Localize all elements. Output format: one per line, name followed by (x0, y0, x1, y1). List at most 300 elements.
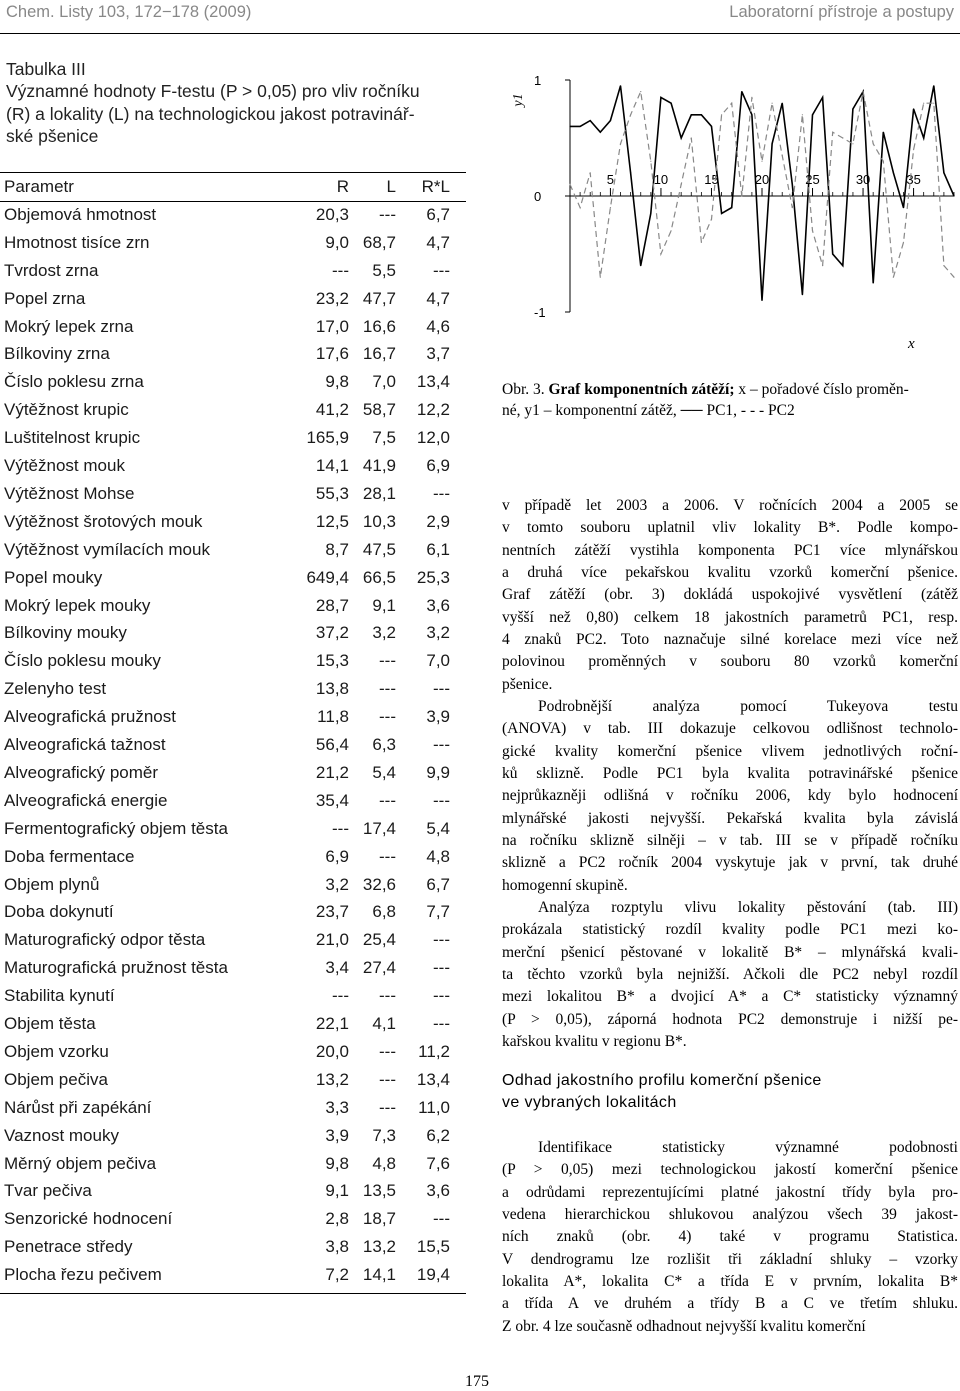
loading-chart-svg (498, 62, 960, 382)
table-cell: 9,8 (325, 372, 349, 392)
table-cell: 17,0 (315, 316, 349, 336)
table-cell: 7,3 (372, 1125, 396, 1145)
table-row (0, 898, 466, 926)
table-row (0, 592, 466, 620)
table-cell: Maturografický odpor těsta (4, 930, 206, 950)
table-cell: 3,2 (372, 623, 396, 643)
table-cell: 11,2 (418, 1041, 450, 1061)
data-point-pc1 (812, 114, 813, 115)
table-cell: 9,0 (325, 232, 349, 252)
text-line: Z obr. 4 lze současně odhadnout nejvyšší kvalitu komerční (502, 1317, 866, 1335)
table-cell: Nárůst při zapékání (4, 1097, 152, 1117)
table-row (0, 954, 466, 982)
text-line: (P > 0,05), záporná hodnota PC2 demonstruje i nižší pe- (502, 1010, 958, 1028)
table-row (0, 1010, 466, 1038)
data-point-pc2 (640, 91, 641, 92)
table-cell: 3,6 (426, 595, 450, 615)
table-cell: Číslo poklesu mouky (4, 651, 161, 671)
table-cell: 3,7 (426, 344, 450, 364)
table-row (0, 564, 466, 592)
section-heading (502, 1070, 958, 1114)
table-row (0, 368, 466, 396)
figure-caption (502, 379, 954, 421)
data-point-pc1 (822, 97, 823, 98)
data-point-pc2 (610, 207, 611, 208)
table-cell: Fermentografický objem těsta (4, 818, 228, 838)
table-cell: 13,5 (362, 1181, 396, 1201)
table-cell: 20,3 (315, 204, 349, 224)
table-cell: --- (332, 986, 349, 1006)
table-header (0, 173, 466, 201)
table-cell: 23,2 (315, 288, 349, 308)
section-name: Laboratorní přístroje a postupy (729, 3, 954, 21)
table-cell: 56,4 (315, 735, 349, 754)
data-point-pc2 (721, 114, 722, 115)
x-tick-label: 10 (653, 172, 669, 187)
table-cell: --- (379, 846, 396, 866)
table-cell: 41,9 (362, 456, 396, 475)
table-cell: 3,3 (325, 1097, 349, 1117)
text-line: 4 znaků PC2. Toto naznačuje silné korelace mezi více než (502, 631, 958, 649)
figure-caption-line2: né, y1 – komponentní zátěž, ── PC1, - - - PC2 (502, 402, 795, 419)
table-cell: 41,2 (315, 400, 349, 420)
data-point-pc2 (701, 242, 702, 243)
table-row (0, 1205, 466, 1233)
table-cell: 4,8 (426, 846, 450, 866)
table-row (0, 201, 466, 229)
column-header: R (336, 177, 349, 196)
text-line: Identifikace statisticky významné podobnosti (538, 1139, 958, 1156)
data-point-pc1 (893, 172, 894, 173)
table-cell: 4,7 (426, 288, 450, 308)
table-cell: 4,7 (426, 232, 450, 252)
text-line: nejprůkazněji odlišná v ročníku 2006, kdy bylo hodnocení (502, 787, 958, 805)
figure-caption-lead: Obr. 3. (502, 381, 545, 398)
data-point-pc2 (782, 155, 783, 156)
figure-caption-bold: Graf komponentních zátěží; (548, 381, 735, 398)
table-row (0, 843, 466, 871)
table-cell: 12,2 (416, 400, 450, 420)
table-cell: 5,4 (426, 818, 450, 838)
data-point-pc1 (711, 126, 712, 127)
table-cell: --- (433, 679, 450, 699)
table-cell: Popel zrna (4, 288, 86, 308)
table-cell: 5,4 (372, 762, 396, 782)
data-point-pc2 (731, 103, 732, 104)
table-cell: 37,2 (315, 623, 349, 643)
data-point-pc2 (842, 137, 843, 138)
data-point-pc2 (943, 265, 944, 266)
text-line: lokalita A*, lokalita C* a třída E v prvním, lokalita B* (502, 1273, 958, 1291)
y-tick-label: -1 (534, 305, 546, 320)
y-tick-label: 1 (534, 73, 542, 88)
data-point-pc2 (893, 277, 894, 278)
table-cell: 6,2 (426, 1125, 450, 1145)
data-point-pc1 (681, 137, 682, 138)
x-tick-label: 20 (754, 172, 770, 187)
data-point-pc1 (580, 126, 581, 127)
table-cell: Mokrý lepek zrna (4, 316, 134, 336)
data-point-pc2 (580, 207, 581, 208)
table-cell: 7,0 (426, 651, 450, 671)
table-cell: 14,1 (362, 1265, 396, 1285)
table-cell: 16,6 (362, 316, 396, 336)
data-point-pc2 (711, 219, 712, 220)
table-cell: 3,2 (426, 623, 450, 643)
table-cell: --- (379, 679, 396, 699)
table-row (0, 229, 466, 257)
text-line: a odrůdami reprezentujícími platné jakostní třídy byla pro- (502, 1183, 958, 1201)
table-cell: Tvar pečiva (4, 1181, 92, 1201)
table-row (0, 787, 466, 815)
table-cell: 47,5 (362, 539, 396, 559)
table-row (0, 619, 466, 647)
data-point-pc1 (751, 114, 752, 115)
page-number: 175 (465, 1373, 489, 1390)
data-point-pc2 (852, 143, 853, 144)
table-cell: Mokrý lepek mouky (4, 595, 151, 615)
table-cell: Objem plynů (4, 874, 100, 894)
table-row (0, 1122, 466, 1150)
text-line: polovinou proměnných v souboru 80 vzorků komerční (502, 653, 958, 671)
table-cell: Výtěžnost mouk (4, 456, 125, 475)
table-cell: 58,7 (362, 400, 396, 420)
data-point-pc1 (650, 213, 651, 214)
table-cell: 3,8 (325, 1237, 349, 1257)
table-cell: 13,2 (315, 1069, 349, 1089)
text-line: V dendrogramu lze rozlišit tři základní shluky – vzorky (502, 1250, 958, 1268)
table-row (0, 871, 466, 899)
table-cell: 66,5 (362, 567, 396, 587)
data-point-pc1 (782, 103, 783, 104)
table-row (0, 257, 466, 285)
paragraph (502, 495, 958, 696)
table-cell: 23,7 (315, 902, 349, 922)
data-point-pc1 (620, 85, 621, 86)
data-point-pc1 (670, 103, 671, 104)
table-cell: 9,1 (325, 1181, 349, 1201)
table-cell: 22,1 (315, 1014, 349, 1033)
y-tick-label: 0 (534, 189, 542, 204)
table-row (0, 480, 466, 508)
figure-caption-rest: x – pořadové číslo proměn- (738, 381, 909, 398)
table-cell: --- (379, 1097, 396, 1117)
table-cell: Objemová hmotnost (4, 204, 157, 224)
x-tick-label: 5 (606, 172, 615, 187)
data-point-pc2 (741, 195, 742, 196)
table-cell: 12,0 (416, 428, 450, 448)
text-line: kařskou kvalitu v regionu B*. (502, 1033, 687, 1051)
table-cell: Výtěžnost Mohse (4, 483, 135, 503)
table-cell: Tvrdost zrna (4, 260, 99, 280)
table-cell: 4,1 (372, 1014, 396, 1033)
text-line: nentních zátěží vystihla komponenta PC1 více mlynářskou (502, 541, 958, 559)
table-cell: Doba dokynutí (4, 902, 114, 922)
data-point-pc1 (569, 126, 570, 127)
table-cell: --- (433, 1014, 450, 1033)
data-point-pc2 (933, 103, 934, 104)
text-line: na ročníku sklizně silněji – v tab. III se v případě ročníku (502, 832, 958, 850)
table-cell: 25,4 (362, 930, 396, 950)
section-heading-line-2: ve vybraných lokalitách (502, 1094, 677, 1111)
table-cell: Senzorické hodnocení (4, 1209, 173, 1229)
table-cell: 5,5 (372, 260, 396, 280)
table-row (0, 1233, 466, 1261)
data-point-pc1 (943, 172, 944, 173)
table-cell: Stabilita kynutí (4, 986, 115, 1006)
table-caption-line: Významné hodnoty F-testu (P > 0,05) pro vliv ročníku (6, 81, 420, 102)
data-point-pc1 (913, 108, 914, 109)
table-cell: Zelenyho test (4, 679, 107, 699)
table-cell: 6,9 (426, 456, 450, 475)
table-cell: Bílkoviny zrna (4, 344, 110, 364)
table-caption-line: ské pšenice (6, 126, 99, 147)
paragraph (502, 897, 958, 1053)
data-point-pc2 (822, 265, 823, 266)
data-point-pc1 (953, 195, 954, 196)
data-point-pc1 (590, 120, 591, 121)
table-row (0, 675, 466, 703)
table-cell: 15,5 (416, 1237, 450, 1257)
data-point-pc2 (792, 207, 793, 208)
text-line: prokázala statistický rozdíl kvality podle PC1 mezi ko- (502, 921, 958, 939)
text-line: mezi lokalitou B* a dvojicí A* a C* statisticky významný (502, 988, 958, 1006)
table-cell: --- (332, 260, 349, 280)
table-cell: --- (433, 483, 450, 503)
table-cell: --- (433, 986, 450, 1006)
x-tick-label: 30 (855, 172, 871, 187)
text-line: pšenice. (502, 675, 553, 693)
text-line: ků sklizně. Podle PC1 byla kvalita potravinářské pšenice (502, 765, 958, 783)
column-header: Parametr (4, 177, 74, 196)
data-point-pc2 (761, 161, 762, 162)
table-cell: Bílkoviny mouky (4, 623, 127, 643)
table-row (0, 815, 466, 843)
data-point-pc1 (600, 132, 601, 133)
table-cell: 20,0 (315, 1041, 349, 1061)
table-cell: 7,6 (426, 1153, 450, 1173)
table-cell: Luštitelnost krupic (4, 428, 141, 448)
journal-citation: Chem. Listy 103, 172−178 (2009) (6, 3, 252, 21)
table-cell: 25,3 (416, 567, 450, 587)
table-cell: 28,7 (315, 595, 349, 615)
data-point-pc1 (731, 207, 732, 208)
data-point-pc2 (953, 277, 954, 278)
paragraph (502, 696, 958, 897)
data-point-pc2 (650, 161, 651, 162)
data-point-pc1 (923, 137, 924, 138)
table-cell: 7,5 (372, 428, 396, 448)
table-cell: --- (433, 930, 450, 950)
data-point-pc1 (640, 265, 641, 266)
table-cell: Penetrace středy (4, 1237, 133, 1257)
table-row (0, 1261, 466, 1289)
table-cell: 11,8 (317, 707, 349, 727)
data-point-pc1 (721, 213, 722, 214)
text-line: a třída A ve druhém a třídy B a C ve třetím shluku. (502, 1295, 958, 1313)
table-row (0, 731, 466, 759)
table-cell: 21,0 (315, 930, 349, 950)
text-line: Podrobnější analýza pomocí Tukeyova testu (538, 698, 958, 715)
text-line: vyšší než 0,80) celkem 18 jakostních parametrů PC1, resp. (502, 608, 958, 626)
text-line: homogenní skupině. (502, 876, 628, 894)
data-point-pc2 (660, 253, 661, 254)
table-cell: 6,7 (426, 874, 450, 894)
table-cell: Vaznost mouky (4, 1125, 119, 1145)
section-heading-line-1: Odhad jakostního profilu komerční pšenice (502, 1072, 822, 1089)
table-cell: --- (332, 818, 349, 838)
table-cell: Číslo poklesu zrna (4, 372, 144, 392)
text-line: v případě let 2003 a 2006. V ročnících 2004 a 2005 se (502, 497, 958, 514)
table-cell: --- (433, 735, 450, 754)
table-row (0, 340, 466, 368)
table-row (0, 1066, 466, 1094)
table-cell: Doba fermentace (4, 846, 135, 866)
data-point-pc1 (630, 172, 631, 173)
table-cell: --- (379, 1041, 396, 1061)
table-row (0, 452, 466, 480)
text-line: ta těchto vzorků byla nejnižší. Ačkoli dle PC2 nebyl rozdíl (502, 966, 958, 984)
table-cell: 3,4 (325, 958, 349, 978)
x-tick-label: 35 (906, 172, 921, 187)
table-bottom-rule (0, 1293, 466, 1294)
table-cell: 4,6 (426, 316, 450, 336)
table-cell: --- (433, 790, 450, 810)
table-row (0, 424, 466, 452)
data-point-pc1 (852, 108, 853, 109)
table-row (0, 508, 466, 536)
data-point-pc2 (590, 172, 591, 173)
data-point-pc2 (862, 91, 863, 92)
paragraph (502, 1137, 958, 1338)
table-cell: 16,7 (362, 344, 396, 364)
table-cell: 3,9 (426, 707, 450, 727)
text-line: v tomto souboru uplatnil vliv lokality B*. Podle kompo- (502, 519, 958, 537)
table-cell: --- (433, 1209, 450, 1229)
table-cell: 7,7 (426, 902, 450, 922)
text-line: merční pšenicí pěstované v lokalitě B* – mlynářská kvali- (502, 943, 958, 961)
table-cell: 19,4 (416, 1265, 450, 1285)
table-row (0, 759, 466, 787)
table-row (0, 703, 466, 731)
data-point-pc2 (802, 114, 803, 115)
table-cell: 15,3 (315, 651, 349, 671)
table-cell: 10,3 (362, 511, 396, 531)
table-cell: 55,3 (315, 483, 349, 503)
table-cell: Výtěžnost šrotových mouk (4, 511, 203, 531)
table-cell: 6,3 (372, 735, 396, 754)
table-row (0, 926, 466, 954)
data-point-pc2 (600, 277, 601, 278)
table-row (0, 285, 466, 313)
data-point-pc2 (913, 149, 914, 150)
text-line: Graf zátěží (obr. 3) dokládá uspokojivé vysvětlení (zátěž (502, 586, 958, 604)
y-axis-label: y1 (511, 93, 526, 107)
text-line: (P > 0,05) mezi technologickou jakostí komerční pšenice (502, 1161, 958, 1179)
table-cell: 6,9 (325, 846, 349, 866)
table-cell: 6,8 (372, 902, 396, 922)
data-point-pc2 (903, 242, 904, 243)
table-cell: 11,0 (418, 1097, 450, 1117)
table-row (0, 536, 466, 564)
table-cell: Alveografická tažnost (4, 735, 166, 754)
table-cell: 21,2 (315, 762, 349, 782)
table-cell: Hmotnost tisíce zrn (4, 232, 150, 252)
table-cell: Objem pečiva (4, 1069, 108, 1089)
table-cell: 17,6 (315, 344, 349, 364)
table-cell: Výtěžnost vymílacích mouk (4, 539, 210, 559)
table-cell: 9,1 (372, 595, 396, 615)
column-header: R*L (421, 177, 450, 196)
table-row (0, 313, 466, 341)
data-point-pc2 (883, 161, 884, 162)
table-cell: Popel mouky (4, 567, 103, 587)
data-point-pc2 (620, 143, 621, 144)
table-cell: 28,1 (362, 483, 396, 503)
data-point-pc2 (751, 97, 752, 98)
data-point-pc2 (873, 143, 874, 144)
table-cell: 13,2 (362, 1237, 396, 1257)
table-cell: 649,4 (306, 567, 349, 587)
data-point-pc2 (832, 132, 833, 133)
data-point-pc2 (691, 137, 692, 138)
data-point-pc1 (691, 114, 692, 115)
table-cell: 3,9 (325, 1125, 349, 1145)
data-point-pc1 (660, 97, 661, 98)
table-cell: --- (379, 651, 396, 671)
table-cell: 2,8 (325, 1209, 349, 1229)
loading-chart (498, 62, 960, 382)
column-header: L (386, 177, 396, 196)
table-caption (6, 58, 466, 148)
table-cell: 3,2 (325, 874, 349, 894)
table-row (0, 396, 466, 424)
data-point-pc2 (630, 114, 631, 115)
table-cell: 13,4 (416, 1069, 450, 1089)
table-row (0, 647, 466, 675)
table-cell: 8,7 (325, 539, 349, 559)
data-point-pc2 (569, 184, 570, 185)
x-axis-label: x (908, 336, 915, 352)
data-point-pc2 (681, 184, 682, 185)
data-point-pc2 (812, 230, 813, 231)
table-cell: 6,1 (426, 539, 450, 559)
text-line: a druhá více pekařskou kvalitu vzorků komerční pšenice. (502, 564, 958, 582)
table-caption-line: (R) a lokality (L) na technologickou jakost potravinář- (6, 103, 415, 124)
table-cell: Plocha řezu pečivem (4, 1265, 162, 1285)
table-row (0, 1177, 466, 1205)
data-point-pc1 (761, 300, 762, 301)
table-cell: --- (433, 958, 450, 978)
table-row (0, 1094, 466, 1122)
table-cell: Alveografický poměr (4, 762, 159, 782)
data-point-pc1 (842, 265, 843, 266)
table-cell: 17,4 (362, 818, 396, 838)
table-cell: 4,8 (372, 1153, 396, 1173)
table-cell: 12,5 (315, 511, 349, 531)
data-point-pc2 (772, 103, 773, 104)
table-cell: 14,1 (315, 456, 349, 475)
data-point-pc1 (772, 143, 773, 144)
table-cell: 6,7 (426, 204, 450, 224)
table-cell: 7,2 (325, 1265, 349, 1285)
table-cell: 165,9 (306, 428, 349, 448)
table-cell: --- (379, 986, 396, 1006)
text-line: Analýza rozptylu vlivu lokality pěstování (tab. III) (538, 899, 958, 916)
table-cell: 13,8 (315, 679, 349, 699)
running-header (0, 0, 960, 30)
table-cell: 2,9 (426, 511, 450, 531)
